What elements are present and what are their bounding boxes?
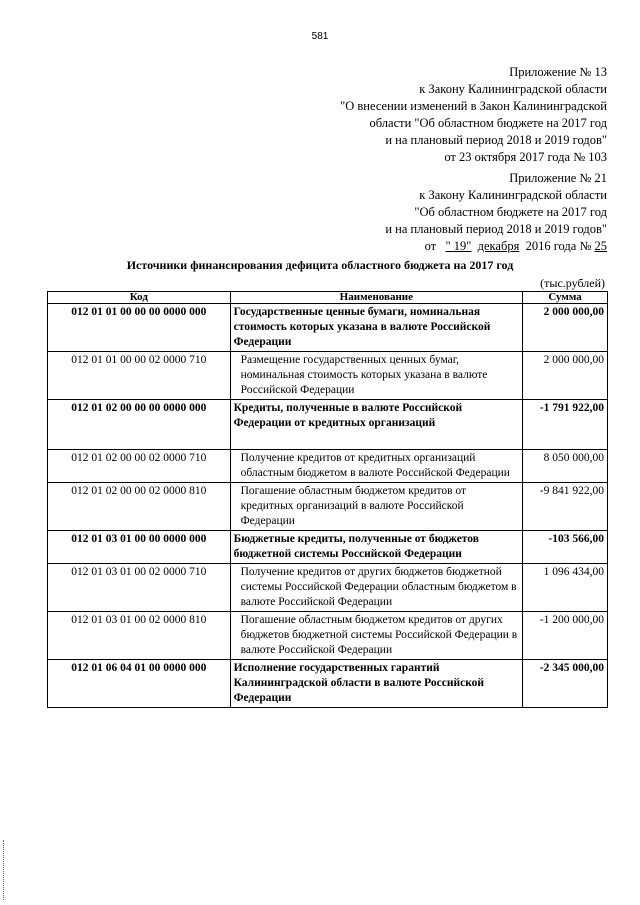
header-code: Код <box>48 292 231 304</box>
row-amount: -9 841 922,00 <box>523 483 608 531</box>
margin-marks <box>3 840 7 900</box>
appendix-13-line: к Закону Калининградской области <box>419 82 607 96</box>
row-name: Погашение областным бюджетом кредитов от кредитных организаций в валюте Российской Федерации <box>230 483 523 531</box>
table-header-row <box>48 292 608 304</box>
date-month: декабря <box>477 239 520 253</box>
table-body <box>48 304 608 708</box>
page-number: 581 <box>311 31 329 42</box>
appendix-13-line: Приложение № 13 <box>509 65 607 79</box>
table-row <box>48 483 608 531</box>
header-amount: Сумма <box>523 292 608 304</box>
document-title: Источники финансирования дефицита областного бюджета на 2017 год <box>126 258 514 272</box>
table-row <box>48 564 608 612</box>
row-code: 012 01 02 00 00 02 0000 710 <box>48 450 231 483</box>
table-row <box>48 352 608 400</box>
appendix-21-line: и на плановый период 2018 и 2019 годов" <box>385 222 607 236</box>
appendix-21-date-line <box>385 238 607 255</box>
date-number: 25 <box>594 239 607 253</box>
row-amount: 2 000 000,00 <box>523 304 608 352</box>
row-name: Получение кредитов от кредитных организаций областным бюджетом в валюте Российской Федерации <box>230 450 523 483</box>
row-code: 012 01 03 01 00 02 0000 810 <box>48 612 231 660</box>
row-amount: 8 050 000,00 <box>523 450 608 483</box>
row-code: 012 01 02 00 00 02 0000 810 <box>48 483 231 531</box>
row-code: 012 01 02 00 00 00 0000 000 <box>48 400 231 450</box>
row-name: Размещение государственных ценных бумаг, номинальная стоимость которых указана в валюте Российской Федерации <box>230 352 523 400</box>
row-code: 012 01 03 01 00 00 0000 000 <box>48 531 231 564</box>
appendix-13-line: области "Об областном бюджете на 2017 год <box>369 116 607 130</box>
row-code: 012 01 01 00 00 02 0000 710 <box>48 352 231 400</box>
row-amount: 2 000 000,00 <box>523 352 608 400</box>
row-name: Государственные ценные бумаги, номинальная стоимость которых указана в валюте Российской Федерации <box>230 304 523 352</box>
date-year: 2016 года № <box>525 239 592 253</box>
row-code: 012 01 06 04 01 00 0000 000 <box>48 660 231 708</box>
financing-table <box>47 291 608 708</box>
appendix-13-line: "О внесении изменений в Закон Калининградской <box>340 99 607 113</box>
row-name: Исполнение государственных гарантий Калининградской области в валюте Российской Федерации <box>230 660 523 708</box>
row-name: Получение кредитов от других бюджетов бюджетной системы Российской Федерации областным бюджетом в валюте Российской Федерации <box>230 564 523 612</box>
table-row <box>48 304 608 352</box>
row-amount: 1 096 434,00 <box>523 564 608 612</box>
header-name: Наименование <box>230 292 523 304</box>
table-row <box>48 400 608 450</box>
row-name: Погашение областным бюджетом кредитов от других бюджетов бюджетной системы Российской Федерации в валюте Российской Федерации <box>230 612 523 660</box>
date-prefix: от <box>424 239 437 253</box>
date-day: " 19" <box>445 239 472 253</box>
table-row <box>48 450 608 483</box>
appendix-13-header <box>340 64 607 166</box>
appendix-21-line: к Закону Калининградской области <box>419 188 607 202</box>
appendix-21-header <box>385 170 607 255</box>
row-amount: -2 345 000,00 <box>523 660 608 708</box>
appendix-21-line: Приложение № 21 <box>509 171 607 185</box>
appendix-13-line: и на плановый период 2018 и 2019 годов" <box>385 133 607 147</box>
row-code: 012 01 03 01 00 02 0000 710 <box>48 564 231 612</box>
row-name: Кредиты, полученные в валюте Российской Федерации от кредитных организаций <box>230 400 523 450</box>
row-amount: -103 566,00 <box>523 531 608 564</box>
row-amount: -1 791 922,00 <box>523 400 608 450</box>
appendix-13-line: от 23 октября 2017 года № 103 <box>444 150 607 164</box>
row-amount: -1 200 000,00 <box>523 612 608 660</box>
table-row <box>48 612 608 660</box>
row-code: 012 01 01 00 00 00 0000 000 <box>48 304 231 352</box>
table-row <box>48 531 608 564</box>
row-name: Бюджетные кредиты, полученные от бюджетов бюджетной системы Российской Федерации <box>230 531 523 564</box>
appendix-21-line: "Об областном бюджете на 2017 год <box>414 205 607 219</box>
table-row <box>48 660 608 708</box>
units-label: (тыс.рублей) <box>540 276 605 290</box>
